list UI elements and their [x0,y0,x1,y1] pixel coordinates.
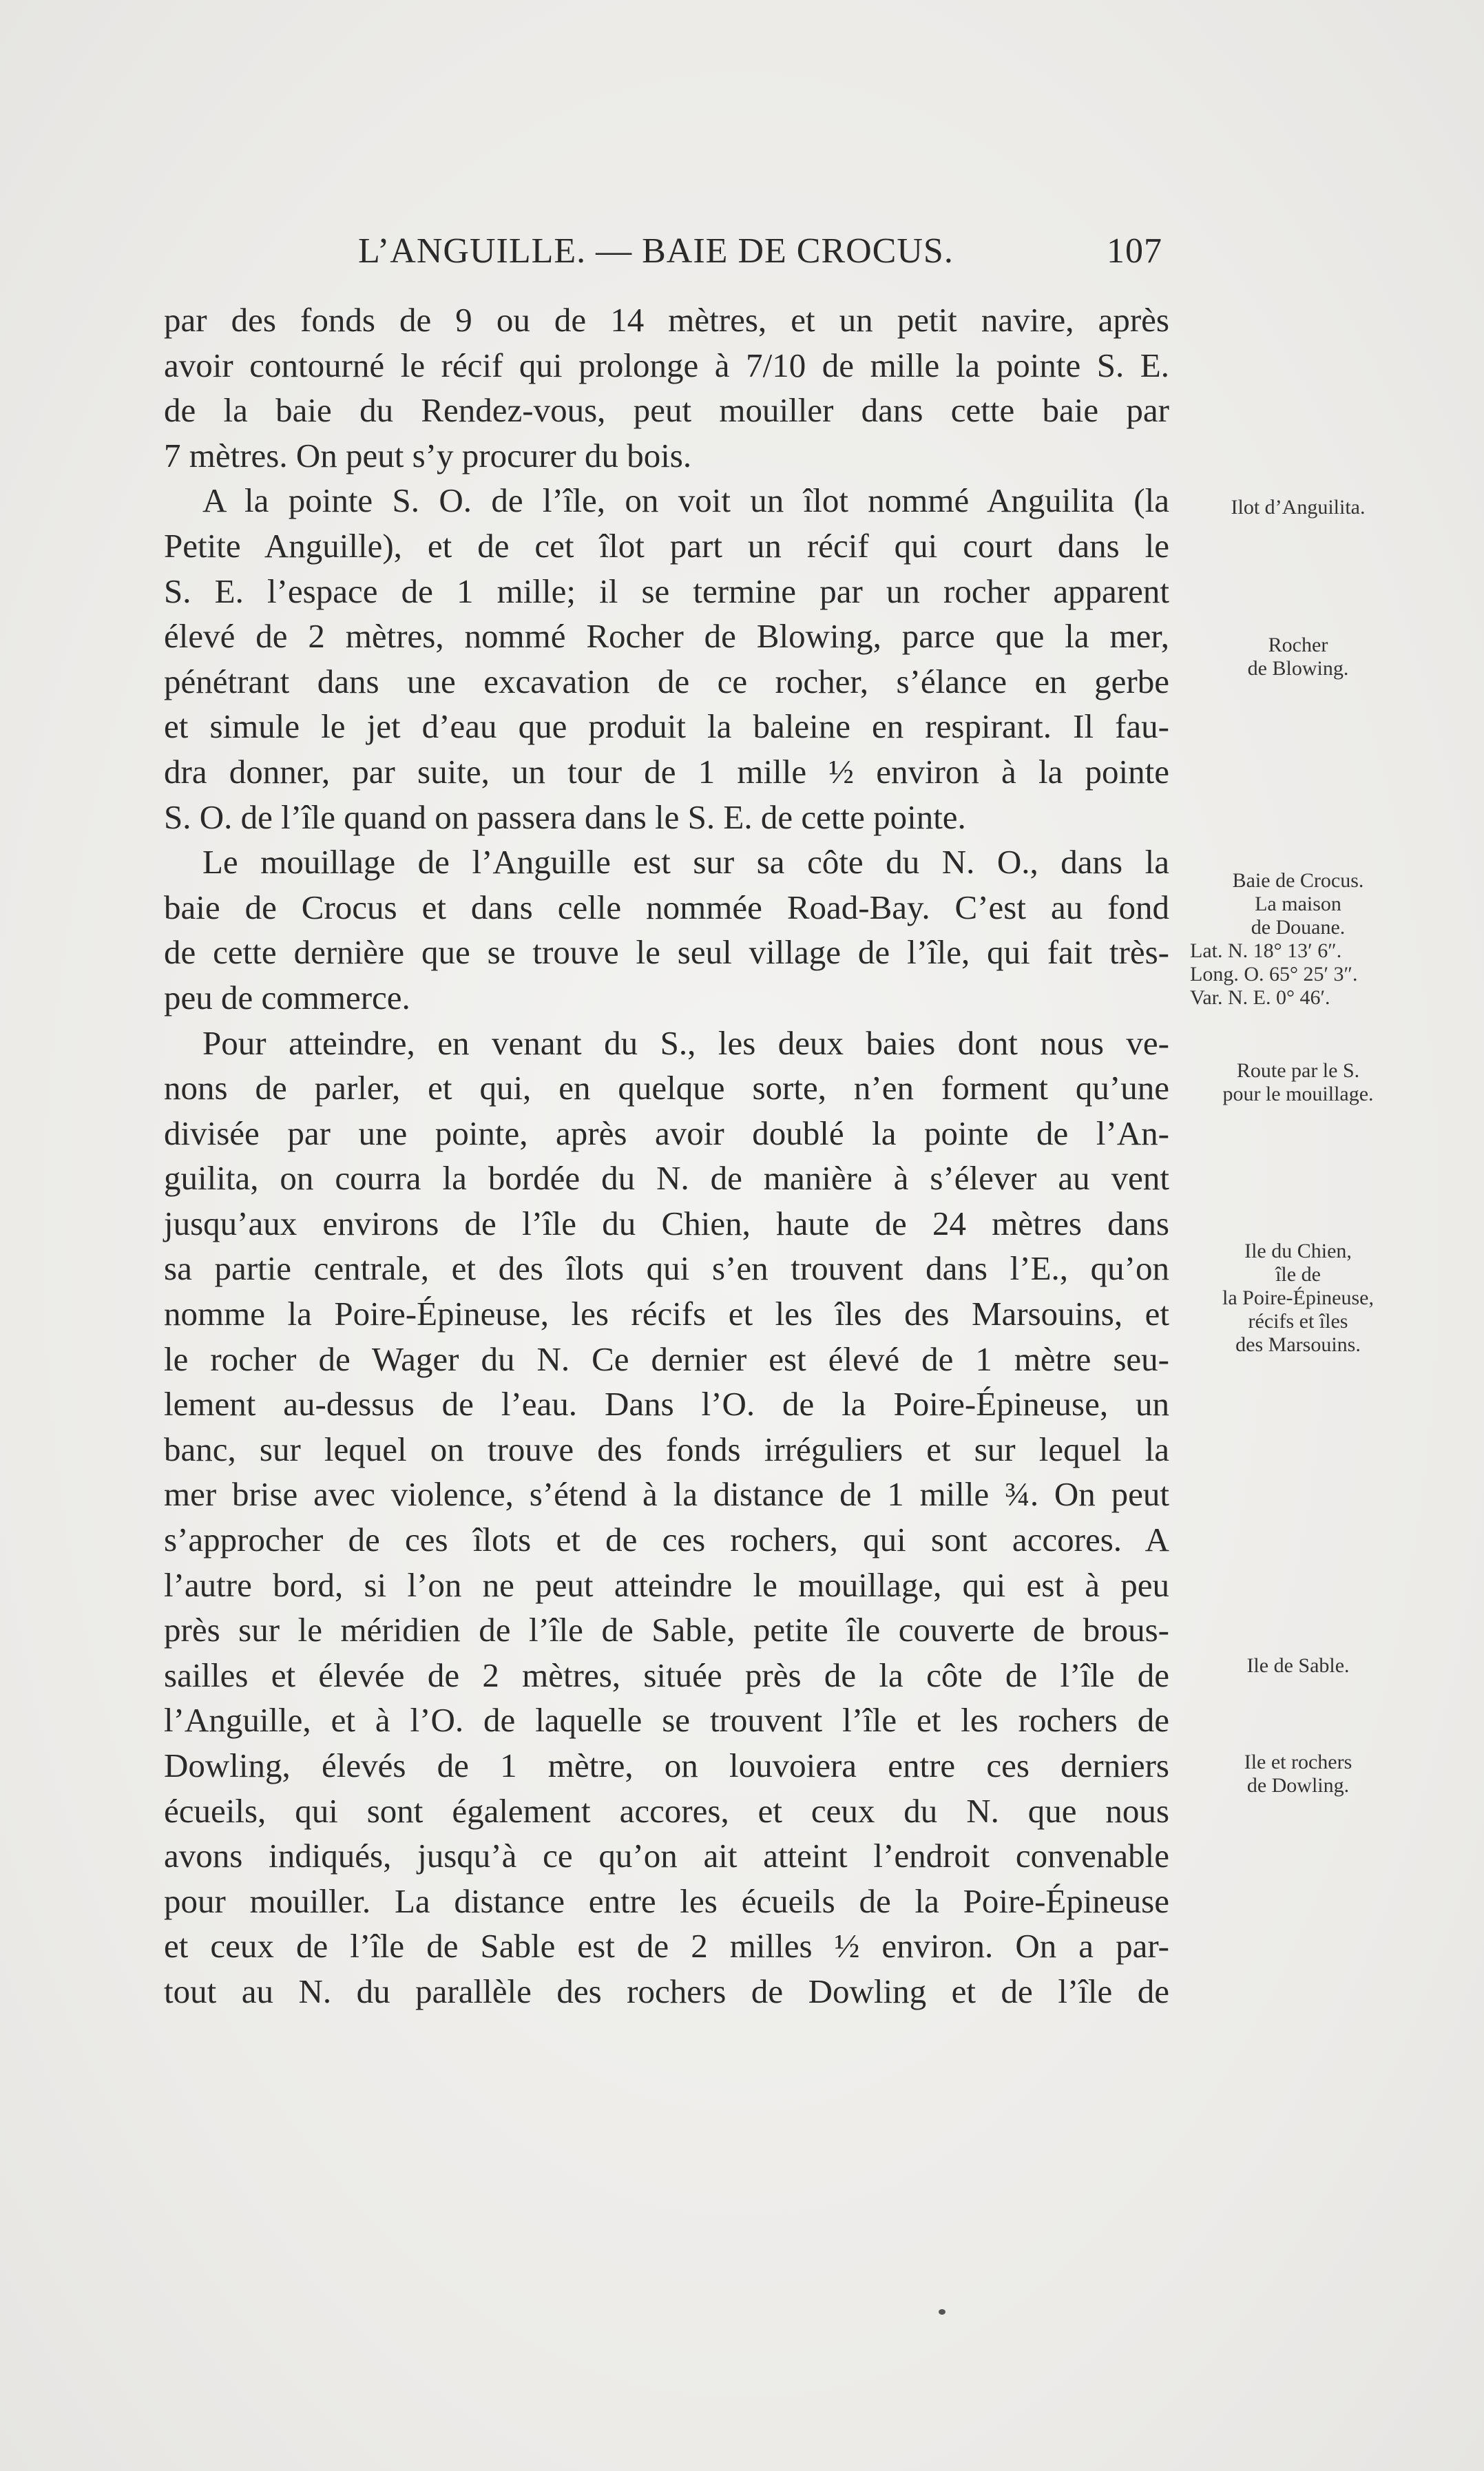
text-line: divisée par une pointe, après avoir doublé la pointe de l’An- [164,1114,1169,1152]
text-line: nons de parler, et qui, en quelque sorte, n’en forment qu’une [164,1069,1169,1107]
text-line: 7 mètres. On peut s’y procurer du bois. [164,436,692,475]
text-line: dra donner, par suite, un tour de 1 mille ½ environ à la pointe [164,752,1169,791]
text-line: baie de Crocus et dans celle nommée Road-Bay. C’est au fond [164,888,1169,926]
text-line: de cette dernière que se trouve le seul village de l’île, qui fait très- [164,933,1169,972]
ink-speck [939,2309,945,2315]
margin-note-line: Ile et rochers [1244,1751,1352,1773]
margin-note-ile-chien [1184,1240,1412,1357]
margin-note-line: Route par le S. [1236,1059,1360,1082]
margin-note-line: Baie de Crocus. [1232,869,1364,892]
text-line: jusqu’aux environs de l’île du Chien, haute de 24 mètres dans [164,1204,1169,1242]
margin-note-line: des Marsouins. [1235,1333,1361,1356]
text-line: Petite Anguille), et de cet îlot part un récif qui court dans le [164,526,1169,565]
text-line: A la pointe S. O. de l’île, on voit un îlot nommé Anguilita (la [202,481,1169,520]
text-line: avons indiqués, jusqu’à ce qu’on ait atteint l’endroit convenable [164,1837,1169,1875]
text-line: sailles et élevée de 2 mètres, située près de la côte de l’île de [164,1656,1169,1694]
text-line: de la baie du Rendez-vous, peut mouiller dans cette baie par [164,391,1169,430]
margin-note-longitude: Long. O. 65° 25′ 3″. [1190,963,1358,986]
margin-note-line: de Blowing. [1247,657,1349,680]
text-line: peu de commerce. [164,978,410,1016]
text-line: Pour atteindre, en venant du S., les deux baies dont nous ve- [202,1023,1169,1062]
text-line: et simule le jet d’eau que produit la baleine en respirant. Il fau- [164,707,1169,746]
margin-note-line: Ilot d’Anguilita. [1231,496,1366,519]
margin-note-line: Ile du Chien, [1244,1240,1352,1262]
margin-note-line: récifs et îles [1248,1310,1348,1333]
text-line: élevé de 2 mètres, nommé Rocher de Blowing, parce que la mer, [164,617,1169,656]
text-line: sa partie centrale, et des îlots qui s’en trouvent dans l’E., qu’on [164,1249,1169,1288]
text-line: l’Anguille, et à l’O. de laquelle se trouvent l’île et les rochers de [164,1701,1169,1740]
page-number: 107 [1107,231,1162,271]
text-line: avoir contourné le récif qui prolonge à 7/10 de mille la pointe S. E. [164,346,1169,384]
margin-note-line: de Dowling. [1246,1774,1350,1797]
main-text-column [164,298,1169,2014]
text-line: l’autre bord, si l’on ne peut atteindre le mouillage, qui est à peu [164,1565,1169,1604]
margin-note-line: Rocher [1268,634,1328,656]
text-line: S. O. de l’île quand on passera dans le S. E. de cette pointe. [164,797,966,836]
text-line: S. E. l’espace de 1 mille; il se termine par un rocher apparent [164,572,1169,610]
text-line: pour mouiller. La distance entre les écueils de la Poire-Épineuse [164,1881,1169,1920]
margin-note-route [1184,1059,1412,1106]
margin-note-baie-crocus [1184,869,1412,939]
text-line: le rocher de Wager du N. Ce dernier est élevé de 1 mètre seu- [164,1339,1169,1378]
text-line: près sur le méridien de l’île de Sable, petite île couverte de brous- [164,1611,1169,1649]
margin-note-line: de Douane. [1251,916,1346,939]
margin-note-line: La maison [1255,893,1341,915]
margin-note-ile-sable [1184,1654,1412,1678]
margin-note-line: la Poire-Épineuse, [1222,1286,1374,1309]
text-line: lement au-dessus de l’eau. Dans l’O. de la Poire-Épineuse, un [164,1385,1169,1424]
text-line: pénétrant dans une excavation de ce rocher, s’élance en gerbe [164,662,1169,700]
margin-note-variation: Var. N. E. 0° 46′. [1190,986,1330,1009]
margin-note-rocher-blowing [1184,634,1412,680]
text-line: banc, sur lequel on trouve des fonds irréguliers et sur lequel la [164,1430,1169,1468]
text-line: nomme la Poire-Épineuse, les récifs et les îles des Marsouins, et [164,1295,1169,1333]
text-line: par des fonds de 9 ou de 14 mètres, et un petit navire, après [164,301,1169,339]
text-line: tout au N. du parallèle des rochers de Dowling et de l’île de [164,1972,1169,2010]
running-head [165,231,1171,279]
margin-note-dowling [1184,1751,1412,1797]
margin-note-ilot-anguilita [1184,496,1412,519]
margin-note-latitude: Lat. N. 18° 13′ 6″. [1190,939,1342,962]
text-line: écueils, qui sont également accores, et ceux du N. que nous [164,1791,1169,1830]
text-line: mer brise avec violence, s’étend à la distance de 1 mille ¾. On peut [164,1475,1169,1514]
text-line: et ceux de l’île de Sable est de 2 milles ½ environ. On a par- [164,1927,1169,1966]
margin-note-line: Ile de Sable. [1246,1654,1350,1677]
chapter-title: L’ANGUILLE. — BAIE DE CROCUS. [358,231,954,271]
text-line: s’approcher de ces îlots et de ces rochers, qui sont accores. A [164,1521,1169,1559]
text-line: Le mouillage de l’Anguille est sur sa côte du N. O., dans la [202,843,1169,882]
text-line: guilita, on courra la bordée du N. de manière à s’élever au vent [164,1159,1169,1198]
text-line: Dowling, élevés de 1 mètre, on louvoiera entre ces derniers [164,1747,1169,1784]
margin-note-coordinates [1190,939,1417,1010]
margin-note-line: île de [1275,1263,1321,1286]
margin-note-line: pour le mouillage. [1222,1083,1374,1105]
